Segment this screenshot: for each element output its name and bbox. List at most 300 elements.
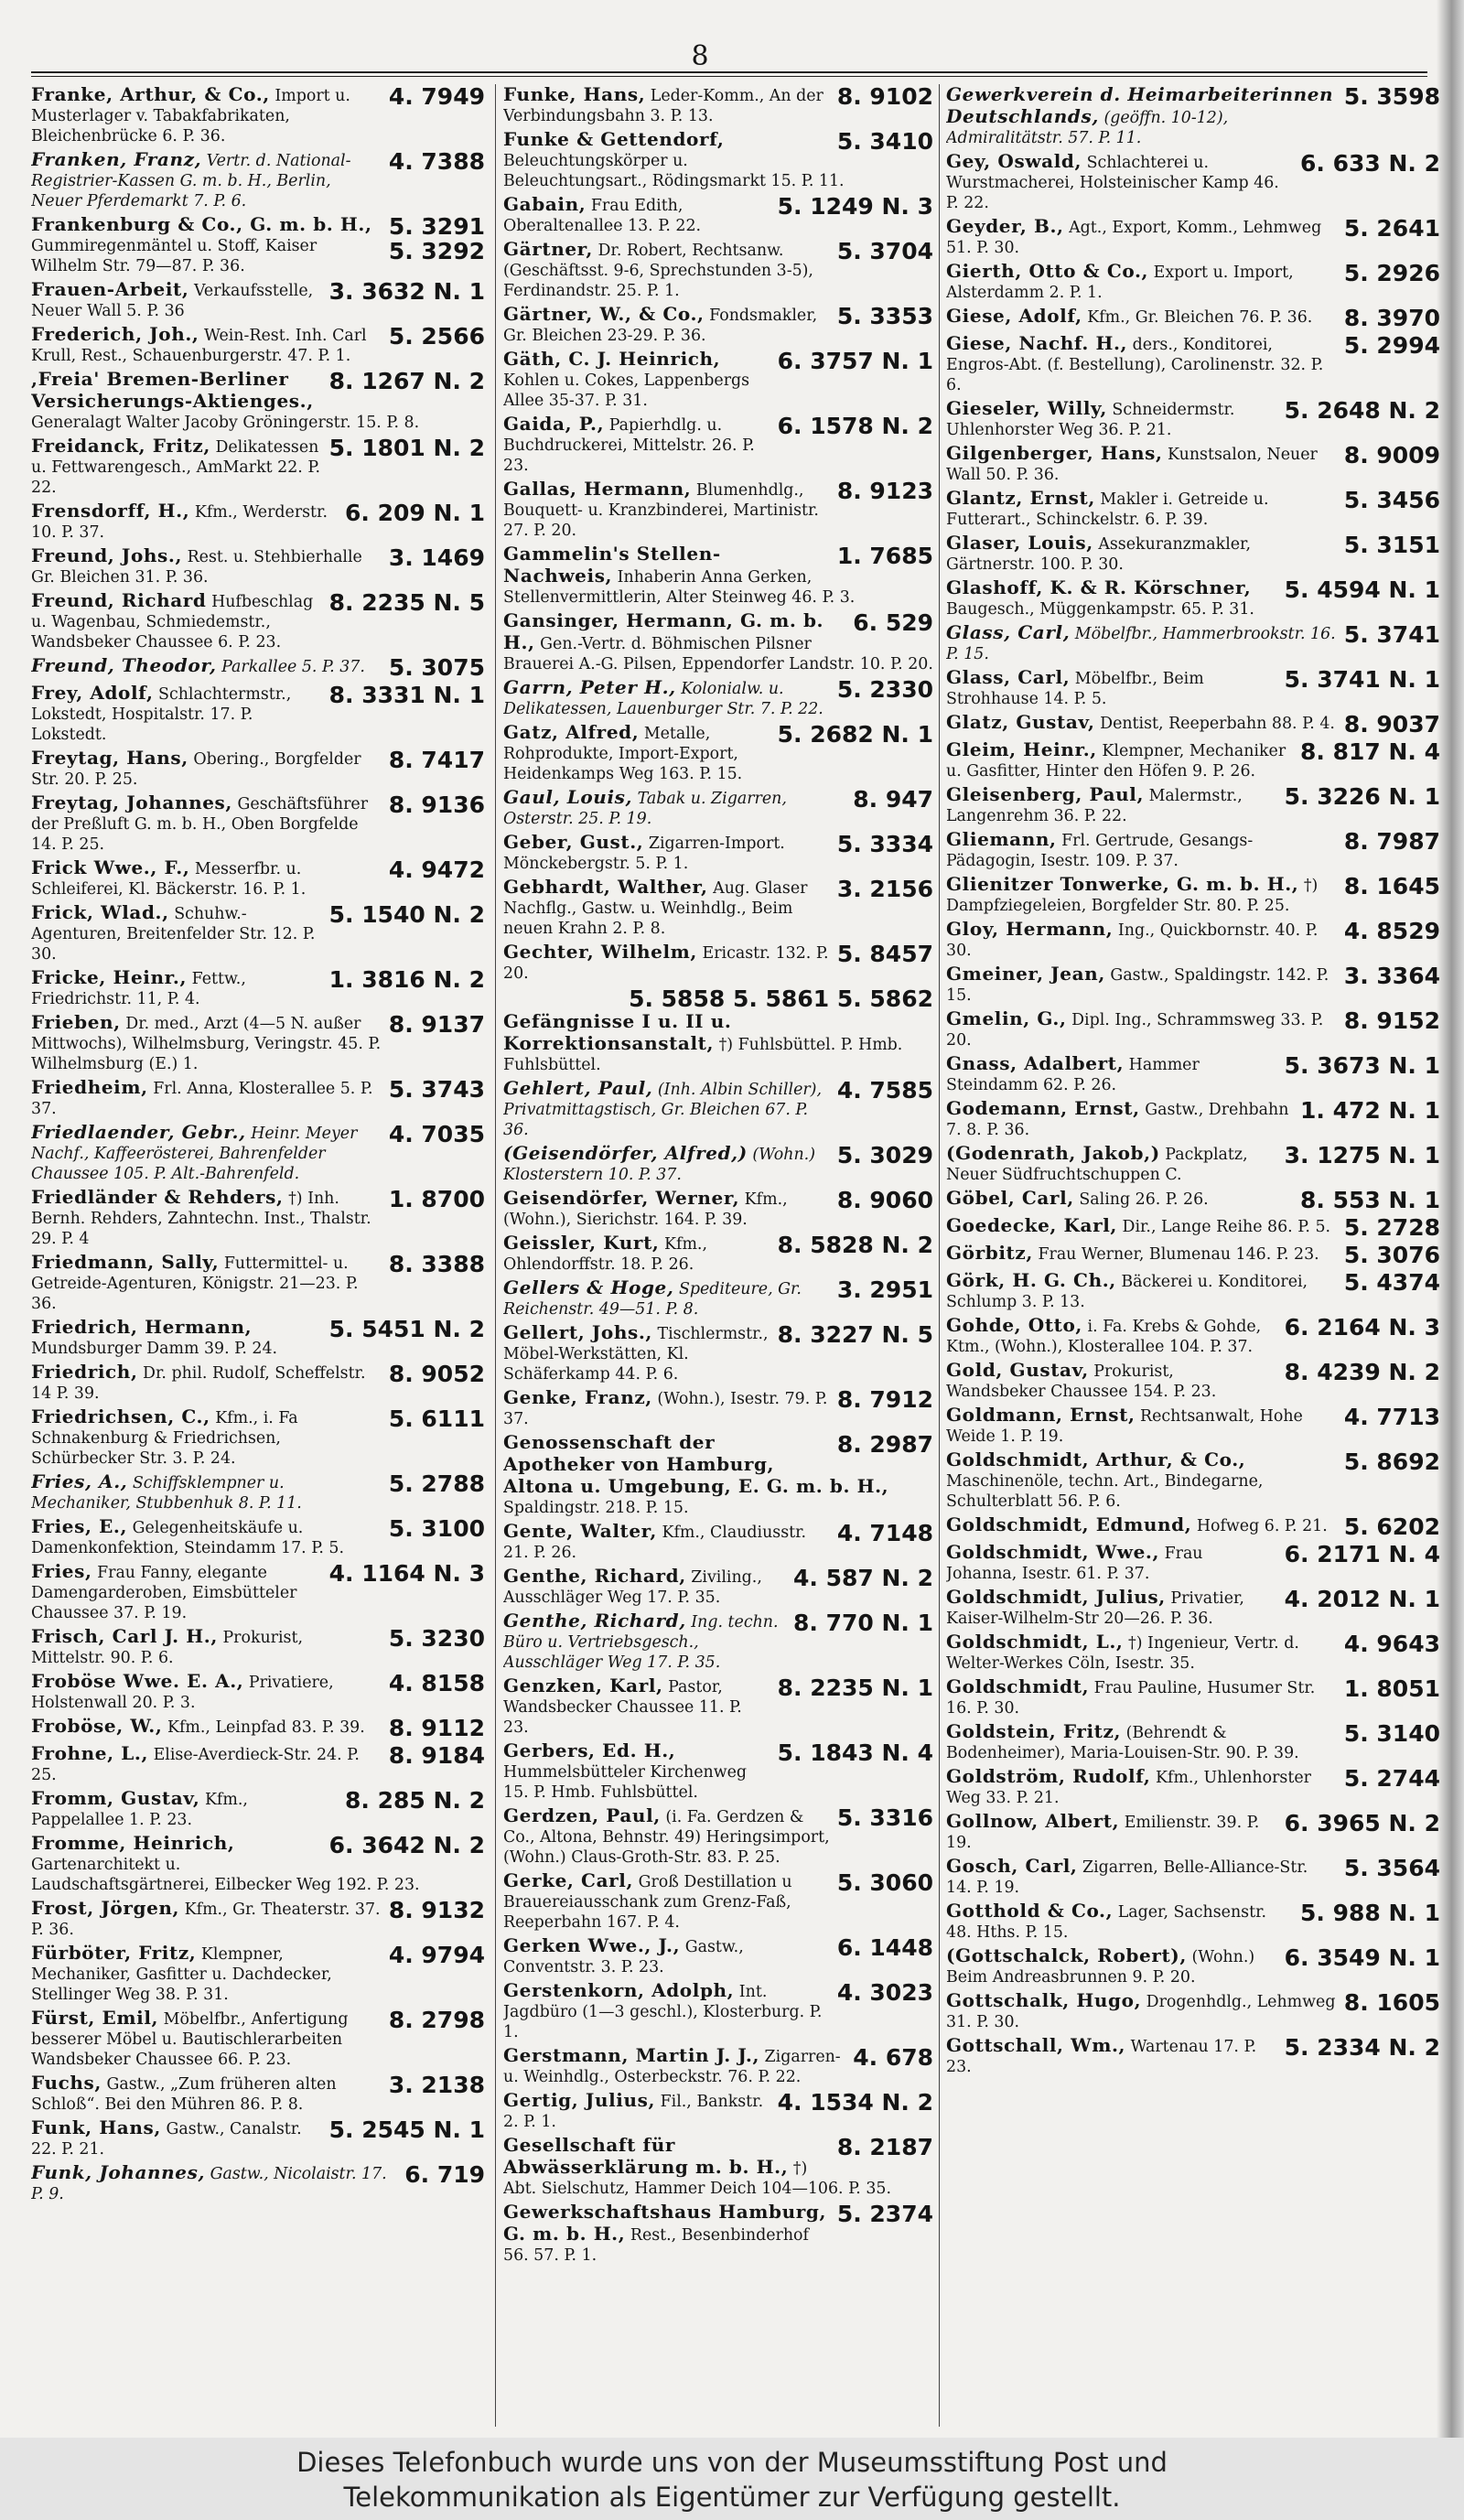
entry-details: Schlachtermstr., Lokstedt, Hospitalstr. 17. P. Lokstedt. xyxy=(31,685,292,744)
entry-details: Vertr. d. National-Registrier-Kassen G. m. b. H., Berlin, Neuer Pferdemarkt 7. P. 6. xyxy=(31,152,351,210)
phone-number: 5. 3291 xyxy=(388,214,485,240)
directory-entry xyxy=(503,787,933,829)
directory-entry xyxy=(31,1943,485,2005)
phone-number: 3. 2138 xyxy=(388,2073,485,2098)
entry-details: Dr. Robert, Rechtsanw. (Geschäftsst. 9-6, Sprechstunden 3-5), Ferdinandstr. 25. P. 1. xyxy=(503,242,813,300)
entry-name: Gleisenberg, Paul, xyxy=(946,784,1145,805)
phone-number: 6. 719 xyxy=(404,2162,485,2188)
phone-number: 6. 529 xyxy=(853,610,933,636)
directory-entry xyxy=(503,722,933,784)
directory-entry xyxy=(503,1980,933,2042)
entry-details: Emilienstr. 39. P. 19. xyxy=(946,1814,1260,1852)
directory-entry xyxy=(31,369,485,433)
entry-details: Metalle, Rohprodukte, Import-Export, Heidenkamps Weg 163. P. 15. xyxy=(503,725,743,783)
directory-entry xyxy=(503,84,933,126)
phone-number: 6. 1448 xyxy=(836,1935,933,1961)
entry-name: Frederich, Joh., xyxy=(31,324,199,345)
phone-number: 8. 2187 xyxy=(836,2135,933,2160)
entry-details: Verkaufsstelle, Neuer Wall 5. P. 36 xyxy=(31,282,314,320)
directory-entry xyxy=(503,942,933,984)
entry-details: Hammer Steindamm 62. P. 26. xyxy=(946,1056,1200,1094)
entry-name: Gierth, Otto & Co., xyxy=(946,261,1149,282)
directory-entry xyxy=(946,443,1440,485)
entry-name: Gebhardt, Walther, xyxy=(503,877,708,898)
entry-name: Gnass, Adalbert, xyxy=(946,1053,1125,1074)
entry-details: Bäckerei u. Konditorei, Schlump 3. P. 13. xyxy=(946,1273,1308,1311)
entry-name: Gewerkschaftshaus Hamburg, G. m. b. H., xyxy=(503,2202,827,2245)
directory-entry xyxy=(31,1743,485,1785)
entry-details: Rest. u. Stehbierhalle Gr. Bleichen 31. P. 36. xyxy=(31,548,362,587)
directory-entry xyxy=(946,1676,1440,1718)
directory-entry xyxy=(503,1935,933,1977)
phone-number: 5. 3741 N. 1 xyxy=(1284,667,1440,693)
entry-name: Fromme, Heinrich, xyxy=(31,1833,235,1854)
phone-number: 5. 3151 xyxy=(1343,533,1440,558)
entry-name: (Godenrath, Jakob,) xyxy=(946,1143,1160,1164)
directory-entry xyxy=(946,667,1440,709)
entry-details: Klempner, Mechaniker, Gasfitter u. Dachdecker, Stellinger Weg 38. P. 31. xyxy=(31,1945,332,2004)
phone-number: 6. 2164 N. 3 xyxy=(1284,1315,1440,1341)
phone-number: 5. 2330 xyxy=(836,677,933,703)
entry-name: Gechter, Wilhelm, xyxy=(503,942,697,963)
phone-number: 3. 2951 xyxy=(836,1277,933,1303)
directory-entry xyxy=(503,349,933,411)
directory-entry xyxy=(31,967,485,1009)
entry-details: Tischlermstr., Möbel-Werkstätten, Kl. Schäferkamp 44. P. 6. xyxy=(503,1325,769,1384)
phone-number: 8. 285 N. 2 xyxy=(344,1788,485,1814)
phone-number: 5. 2545 N. 1 xyxy=(328,2117,485,2143)
directory-entry xyxy=(946,1143,1440,1185)
entry-details: Frau Pauline, Husumer Str. 16. P. 30. xyxy=(946,1679,1316,1718)
directory-entry xyxy=(946,1587,1440,1629)
entry-details: (i. Fa. Gerdzen & Co., Altona, Behnstr. 49) Heringsimport, (Wohn.) Claus-Groth-Str. 83. P. 25. xyxy=(503,1808,830,1867)
directory-entry xyxy=(31,501,485,543)
directory-entry xyxy=(946,577,1440,619)
entry-details: Drogenhdlg., Lehmweg 31. P. 30. xyxy=(946,1993,1336,2031)
phone-number: 4. 9472 xyxy=(388,857,485,883)
entry-name: Glatz, Gustav, xyxy=(946,712,1095,733)
entry-name: Frauen-Arbeit, xyxy=(31,279,189,300)
entry-name: Garrn, Peter H., xyxy=(503,677,676,698)
phone-number: 8. 770 N. 1 xyxy=(792,1610,933,1636)
entry-details: Schneidermstr. Uhlenhorster Weg 36. P. 21. xyxy=(946,401,1235,439)
entry-details: Blumenhdlg., Bouquett- u. Kranzbinderei, Martinistr. 27. P. 20. xyxy=(503,481,819,540)
directory-entry xyxy=(31,1561,485,1623)
entry-details: Möbelfbr., Beim Strohhause 14. P. 5. xyxy=(946,670,1204,708)
entry-details: Möbelfbr., Hammerbrookstr. 16. P. 15. xyxy=(946,625,1336,663)
directory-column-1 xyxy=(31,84,485,2436)
directory-entry xyxy=(31,1252,485,1314)
entry-name: Göbel, Carl, xyxy=(946,1188,1074,1209)
directory-entry xyxy=(946,1990,1440,2032)
entry-name: Gerstmann, Martin J. J., xyxy=(503,2045,760,2066)
directory-entry xyxy=(946,784,1440,826)
directory-entry xyxy=(946,1449,1440,1512)
entry-details: (Behrendt & Bodenheimer), Maria-Louisen-Str. 90. P. 39. xyxy=(946,1724,1299,1762)
phone-number: 8. 9132 xyxy=(388,1898,485,1923)
page-number: 8 xyxy=(691,40,709,72)
directory-entry xyxy=(31,1671,485,1713)
entry-name: Friedrich, Hermann, xyxy=(31,1317,253,1338)
directory-entry xyxy=(31,792,485,855)
phone-number: 8. 9102 xyxy=(836,84,933,110)
entry-details: Leder-Komm., An der Verbindungsbahn 3. P. 13. xyxy=(503,87,824,125)
phone-number: 4. 7035 xyxy=(388,1122,485,1147)
entry-name: Glashoff, K. & R. Körschner, xyxy=(946,577,1252,598)
entry-name: Goldschmidt, L., xyxy=(946,1632,1124,1653)
entry-name: Gey, Oswald, xyxy=(946,151,1082,172)
directory-entry xyxy=(946,1243,1440,1267)
directory-entry xyxy=(31,1716,485,1740)
entry-name: Franken, Franz, xyxy=(31,149,202,170)
phone-number: 4. 9643 xyxy=(1343,1632,1440,1657)
entry-details: Int. Jagdbüro (1—3 geschl.), Klosterburg. P. 1. xyxy=(503,1983,823,2041)
entry-name: Glass, Carl, xyxy=(946,622,1071,643)
phone-number: 1. 472 N. 1 xyxy=(1299,1098,1440,1124)
phone-number: 6. 2171 N. 4 xyxy=(1284,1542,1440,1567)
directory-entry xyxy=(503,1188,933,1230)
phone-number: 4. 7148 xyxy=(836,1521,933,1546)
entry-name: Genke, Franz, xyxy=(503,1387,652,1408)
phone-number: 5. 3076 xyxy=(1343,1243,1440,1267)
entry-details: (geöffn. 10-12), Admiralitätstr. 57. P. 11. xyxy=(946,109,1229,147)
phone-number: 4. 8529 xyxy=(1343,919,1440,944)
directory-entry xyxy=(503,304,933,346)
phone-number: 3. 1469 xyxy=(388,545,485,571)
entry-name: Glaser, Louis, xyxy=(946,533,1093,554)
entry-details: Dr. phil. Rudolf, Scheffelstr. 14 P. 39. xyxy=(31,1364,366,1403)
entry-name: Genossenschaft der Apotheker von Hamburg, Altona u. Umgebung, E. G. m. b. H., xyxy=(503,1432,889,1497)
phone-number: 6. 633 N. 2 xyxy=(1299,151,1440,177)
directory-entry xyxy=(31,2008,485,2070)
phone-number: 8. 3970 xyxy=(1343,306,1440,330)
entry-details: †) Ingenieur, Vertr. d. Welter-Werkes Cöln, Isestr. 35. xyxy=(946,1634,1299,1673)
phone-number: 5. 1249 N. 3 xyxy=(777,194,933,220)
entry-name: Glass, Carl, xyxy=(946,667,1071,688)
directory-entry xyxy=(503,677,933,719)
phone-number: 8. 7987 xyxy=(1343,829,1440,855)
entry-details: Spediteure, Gr. Reichenstr. 49—51. P. 8. xyxy=(503,1280,802,1319)
entry-details: Papierhdlg. u. Buchdruckerei, Mittelstr. 26. P. 23. xyxy=(503,416,755,475)
entry-name: Gertig, Julius, xyxy=(503,2090,656,2111)
entry-name: Gmeiner, Jean, xyxy=(946,964,1105,985)
directory-entry xyxy=(946,533,1440,575)
phone-number: 5. 2994 xyxy=(1343,333,1440,359)
phone-number: 8. 9123 xyxy=(836,479,933,504)
directory-entry xyxy=(946,306,1440,330)
phone-number: 8. 3227 N. 5 xyxy=(777,1322,933,1348)
entry-name: Gellert, Johs., xyxy=(503,1322,652,1343)
phone-number: 4. 7713 xyxy=(1343,1405,1440,1430)
entry-details: Privatier, Kaiser-Wilhelm-Str 20—26. P. 36. xyxy=(946,1589,1244,1628)
directory-entry xyxy=(503,2045,933,2087)
directory-entry xyxy=(946,398,1440,440)
phone-number: 5. 5451 N. 2 xyxy=(328,1317,485,1342)
entry-name: Funke, Hans, xyxy=(503,84,646,105)
entry-details: Generalagt Walter Jacoby Gröningerstr. 15. P. 8. xyxy=(31,414,420,432)
entry-details: Wartenau 17. P. 23. xyxy=(946,2038,1257,2076)
phone-number: 5. 3230 xyxy=(388,1626,485,1652)
directory-entry xyxy=(31,1626,485,1668)
entry-details: Import u. Musterlager v. Tabakfabrikaten, Bleichenbrücke 6. P. 36. xyxy=(31,87,350,145)
entry-details: Groß Destillation u Brauereiausschank zum Grenz-Faß, Reeperbahn 167. P. 4. xyxy=(503,1873,792,1932)
phone-number: 8. 9060 xyxy=(836,1188,933,1213)
entry-details: Gastw., Conventstr. 3. P. 23. xyxy=(503,1938,744,1976)
phone-number: 5. 2744 xyxy=(1343,1766,1440,1792)
entry-details: †) Fuhlsbüttel. P. Hmb. Fuhlsbüttel. xyxy=(503,1036,903,1074)
phone-number: 6. 209 N. 1 xyxy=(344,501,485,526)
entry-name: Fries, xyxy=(31,1561,92,1582)
phone-number: 5. 2641 xyxy=(1343,216,1440,242)
directory-entry xyxy=(31,902,485,964)
entry-details: Frl. Gertrude, Gesangs-Pädagogin, Isestr. 109. P. 37. xyxy=(946,832,1254,870)
entry-details: Maschinenöle, techn. Art., Bindegarne, Schulterblatt 56. P. 6. xyxy=(946,1472,1264,1511)
entry-name: Frohne, L., xyxy=(31,1743,149,1764)
phone-number: 5. 3226 N. 1 xyxy=(1284,784,1440,810)
phone-number: 5. 5858 5. 5861 5. 5862 xyxy=(629,986,933,1012)
entry-name: Gansinger, Hermann, G. m. b. H., xyxy=(503,610,824,653)
phone-number: 5. 6202 xyxy=(1343,1514,1440,1539)
phone-number: 1. 8700 xyxy=(388,1187,485,1212)
entry-details: Gastw., Drehbahn 7. 8. P. 36. xyxy=(946,1101,1289,1139)
phone-number: 8. 3331 N. 1 xyxy=(328,683,485,708)
entry-name: Gieseler, Willy, xyxy=(946,398,1107,419)
directory-entry xyxy=(946,333,1440,395)
directory-entry xyxy=(503,544,933,608)
entry-details: Gastw., „Zum früheren alten Schloß“. Bei den Mühren 86. P. 8. xyxy=(31,2075,337,2114)
directory-entry xyxy=(31,1516,485,1558)
phone-number: 5. 1843 N. 4 xyxy=(777,1740,933,1766)
entry-name: Fricke, Heinr., xyxy=(31,967,188,988)
entry-details: ders., Konditorei, Engros-Abt. (f. Bestellung), Carolinenstr. 32. P. 6. xyxy=(946,336,1324,394)
phone-number: 5. 3564 xyxy=(1343,1856,1440,1881)
entry-name: Goldschmidt, Wwe., xyxy=(946,1542,1160,1563)
phone-number: 5. 3598 xyxy=(1343,84,1440,110)
entry-name: Frieben, xyxy=(31,1012,121,1033)
entry-name: Gottschall, Wm., xyxy=(946,2035,1126,2056)
entry-details: Hufbeschlag u. Wagenbau, Schmiedemstr., Wandsbeker Chaussee 6. P. 23. xyxy=(31,593,314,652)
directory-entry xyxy=(946,1053,1440,1095)
phone-number: 8. 9112 xyxy=(388,1716,485,1740)
phone-number: 8. 2987 xyxy=(836,1432,933,1458)
entry-name: Friedrichsen, C., xyxy=(31,1406,210,1427)
directory-entry xyxy=(31,1077,485,1119)
entry-name: Frey, Adolf, xyxy=(31,683,154,704)
entry-details: Zigarren, Belle-Alliance-Str. 14. P. 19. xyxy=(946,1858,1308,1897)
entry-name: Gloy, Hermann, xyxy=(946,919,1114,940)
directory-entry xyxy=(31,324,485,366)
directory-entry xyxy=(503,1322,933,1384)
directory-entry xyxy=(946,2035,1440,2077)
entry-name: Görbitz, xyxy=(946,1243,1033,1264)
directory-entry xyxy=(503,2090,933,2132)
entry-details: (Inh. Albin Schiller), Privatmittagstisch, Gr. Bleichen 67. P. 36. xyxy=(503,1081,822,1139)
directory-entry xyxy=(946,919,1440,961)
directory-entry xyxy=(503,2135,933,2199)
entry-name: Glantz, Ernst, xyxy=(946,488,1095,509)
entry-name: (Geisendörfer, Alfred,) xyxy=(503,1143,748,1164)
entry-name: Gäth, C. J. Heinrich, xyxy=(503,349,721,370)
entry-details: (Wohn.), Isestr. 79. P. 37. xyxy=(503,1390,828,1428)
phone-number: 5. 3743 xyxy=(388,1077,485,1103)
entry-name: Fromm, Gustav, xyxy=(31,1788,200,1809)
entry-name: Fries, A., xyxy=(31,1471,128,1492)
entry-details: Mundsburger Damm 39. P. 24. xyxy=(31,1340,278,1358)
entry-details: Kfm., Werderstr. 10. P. 37. xyxy=(31,503,328,542)
entry-details: Prokurist, Wandsbeker Chaussee 154. P. 23. xyxy=(946,1362,1217,1401)
entry-details: †) Inh. Bernh. Rehders, Zahntechn. Inst., Thalstr. 29. P. 4 xyxy=(31,1190,371,1248)
entry-name: Frankenburg & Co., G. m. b. H., xyxy=(31,214,372,235)
phone-number: 5. 1540 N. 2 xyxy=(328,902,485,928)
entry-name: Frensdorff, H., xyxy=(31,501,190,522)
directory-entry xyxy=(503,832,933,874)
phone-number: 8. 9137 xyxy=(388,1012,485,1038)
directory-entry xyxy=(31,1122,485,1184)
directory-entry xyxy=(503,1521,933,1563)
entry-name: Goedecke, Karl, xyxy=(946,1215,1117,1236)
entry-details: Prokurist, Mittelstr. 90. P. 6. xyxy=(31,1629,303,1667)
directory-entry xyxy=(946,1315,1440,1357)
directory-entry xyxy=(946,151,1440,213)
entry-details: Kfm., Pappelallee 1. P. 23. xyxy=(31,1791,248,1829)
entry-name: Gollnow, Albert, xyxy=(946,1811,1120,1832)
phone-number: 5. 3334 xyxy=(836,832,933,857)
phone-number: 5. 1801 N. 2 xyxy=(328,436,485,461)
entry-name: Goldström, Rudolf, xyxy=(946,1766,1151,1787)
phone-number: 8. 553 N. 1 xyxy=(1299,1188,1440,1212)
phone-number: 4. 7585 xyxy=(836,1078,933,1104)
archive-notice-line-1: Dieses Telefonbuch wurde uns von der Museumsstiftung Post und xyxy=(296,2447,1168,2478)
entry-details: Kfm., (Wohn.), Sierichstr. 164. P. 39. xyxy=(503,1190,788,1229)
directory-entry xyxy=(503,1675,933,1738)
entry-details: Futtermittel- u. Getreide-Agenturen, Königstr. 21—23. P. 36. xyxy=(31,1255,359,1313)
phone-number: 6. 3549 N. 1 xyxy=(1284,1945,1440,1971)
entry-details: Kfm., i. Fa Schnakenburg & Friedrichsen, Schürbecker Str. 3. P. 24. xyxy=(31,1409,298,1468)
entry-details: Kfm., Ohlendorffstr. 18. P. 26. xyxy=(503,1235,707,1274)
directory-entry xyxy=(946,1215,1440,1240)
entry-details: Delikatessen u. Fettwarengesch., AmMarkt 22. P. 22. xyxy=(31,438,321,497)
directory-entry xyxy=(31,748,485,790)
phone-number: 4. 7388 xyxy=(388,149,485,175)
directory-entry xyxy=(31,1362,485,1404)
entry-name: Fürböter, Fritz, xyxy=(31,1943,197,1964)
entry-details: Zigarren-Import. Mönckebergstr. 5. P. 1. xyxy=(503,835,785,873)
entry-name: Funk, Hans, xyxy=(31,2117,161,2138)
phone-number: 5. 3029 xyxy=(836,1143,933,1168)
entry-name: Gohde, Otto, xyxy=(946,1315,1082,1336)
entry-details: Elise-Averdieck-Str. 24. P. 25. xyxy=(31,1746,360,1784)
directory-entry xyxy=(31,84,485,146)
entry-details: Hofweg 6. P. 21. xyxy=(1196,1517,1328,1535)
entry-details: Schlachterei u. Wurstmacherei, Holsteinischer Kamp 46. P. 22. xyxy=(946,154,1279,212)
phone-number: 6. 3757 N. 1 xyxy=(777,349,933,374)
phone-number: 5. 2334 N. 2 xyxy=(1284,2035,1440,2061)
phone-number: 5. 988 N. 1 xyxy=(1299,1901,1440,1926)
directory-entry xyxy=(503,1870,933,1933)
entry-name: Giese, Adolf, xyxy=(946,306,1082,327)
phone-number: 4. 7949 xyxy=(388,84,485,110)
entry-name: Gammelin's Stellen-Nachweis, xyxy=(503,544,721,587)
entry-name: Funke & Gettendorf, xyxy=(503,129,725,150)
entry-details: Gastw., Canalstr. 22. P. 21. xyxy=(31,2120,302,2159)
directory-entry xyxy=(946,84,1440,148)
entry-name: Geissler, Kurt, xyxy=(503,1233,660,1254)
phone-number: 8. 9152 xyxy=(1343,1008,1440,1034)
phone-number: 3. 1275 N. 1 xyxy=(1284,1143,1440,1168)
entry-details: Kfm., Uhlenhorster Weg 33. P. 21. xyxy=(946,1769,1311,1807)
entry-name: Froböse, W., xyxy=(31,1716,163,1737)
entry-name: Gerdzen, Paul, xyxy=(503,1805,661,1826)
entry-details: Packplatz, Neuer Südfruchtschuppen C. xyxy=(946,1146,1248,1184)
header-rule xyxy=(31,71,1427,77)
entry-name: Frisch, Carl J. H., xyxy=(31,1626,218,1647)
phone-number: 4. 1164 N. 3 xyxy=(328,1561,485,1587)
phone-number: 3. 3632 N. 1 xyxy=(328,279,485,305)
entry-details: Ing. techn. Büro u. Vertriebsgesch., Ausschläger Weg 17. P. 35. xyxy=(503,1613,779,1672)
entry-name: Freund, Theodor, xyxy=(31,655,217,676)
entry-details: Fondsmakler, Gr. Bleichen 23-29. P. 36. xyxy=(503,307,818,345)
entry-name: Godemann, Ernst, xyxy=(946,1098,1140,1119)
phone-number: 5. 8457 xyxy=(836,942,933,967)
entry-details: Heinr. Meyer Nachf., Kaffeerösterei, Bahrenfelder Chaussee 105. P. Alt.-Bahrenfeld. xyxy=(31,1125,358,1183)
phone-number: 5. 6111 xyxy=(388,1406,485,1432)
entry-details: Frau Edith, Oberaltenallee 13. P. 22. xyxy=(503,197,702,235)
entry-details: Dr. med., Arzt (4—5 N. außer Mittwochs), Wilhelmsburg, Veringstr. 45. P. Wilhelmsburg (E.) 1. xyxy=(31,1015,382,1073)
phone-number: 6. 3965 N. 2 xyxy=(1284,1811,1440,1836)
archive-notice-line-2: Telekommunikation als Eigentümer zur Verfügung gestellt. xyxy=(343,2482,1121,2513)
directory-column-3 xyxy=(946,84,1440,2436)
entry-name: Goldschmidt, xyxy=(946,1676,1090,1697)
entry-details: Hummelsbütteler Kirchenweg 15. P. Hmb. Fuhlsbüttel. xyxy=(503,1763,748,1802)
directory-entry xyxy=(31,1833,485,1895)
phone-number: 4. 3023 xyxy=(836,1980,933,2006)
phone-number: 5. 3100 xyxy=(388,1516,485,1542)
entry-details: Zigarren- u. Weinhdlg., Osterbeckstr. 76. P. 22. xyxy=(503,2048,841,2086)
page-edge-shadow xyxy=(1437,0,1464,2438)
entry-name: Goldmann, Ernst, xyxy=(946,1405,1136,1426)
directory-entry xyxy=(31,1012,485,1074)
directory-entry xyxy=(31,149,485,211)
directory-entry xyxy=(31,655,485,680)
phone-number: 6. 1578 N. 2 xyxy=(777,414,933,439)
entry-details: Frau Werner, Blumenau 146. P. 23. xyxy=(1038,1245,1319,1264)
directory-entry xyxy=(946,1632,1440,1674)
phone-number: 8. 3388 xyxy=(388,1252,485,1277)
entry-name: Gottschalk, Hugo, xyxy=(946,1990,1142,2011)
phone-number: 6. 3642 N. 2 xyxy=(328,1833,485,1858)
phone-number: 8. 1645 xyxy=(1343,874,1440,899)
entry-details: Saling 26. P. 26. xyxy=(1079,1190,1209,1209)
entry-details: Aug. Glaser Nachflg., Gastw. u. Weinhdlg., Beim neuen Krahn 2. P. 8. xyxy=(503,879,808,938)
directory-column-2 xyxy=(503,84,933,2436)
directory-entry xyxy=(503,194,933,236)
directory-entry xyxy=(946,1945,1440,1987)
entry-name: Gosch, Carl, xyxy=(946,1856,1078,1877)
phone-number: 8. 1605 xyxy=(1343,1990,1440,2016)
entry-details: Gastw., Spaldingstr. 142. P. 15. xyxy=(946,966,1329,1005)
entry-name: Funk, Johannes, xyxy=(31,2162,206,2183)
phone-number: 8. 7912 xyxy=(836,1387,933,1413)
entry-name: Friedheim, xyxy=(31,1077,148,1098)
entry-details: Kfm., Gr. Theaterstr. 37. P. 36. xyxy=(31,1901,381,1939)
directory-entry xyxy=(503,1610,933,1673)
entry-name: Friedrich, xyxy=(31,1362,138,1383)
phone-number: 5. 2374 xyxy=(836,2202,933,2227)
entry-details: Makler i. Getreide u. Futterart., Schinckelstr. 6. P. 39. xyxy=(946,490,1269,529)
entry-details: Gelegenheitskäufe u. Damenkonfektion, Steindamm 17. P. 5. xyxy=(31,1519,345,1557)
directory-entry xyxy=(31,1471,485,1513)
directory-entry xyxy=(946,1542,1440,1584)
